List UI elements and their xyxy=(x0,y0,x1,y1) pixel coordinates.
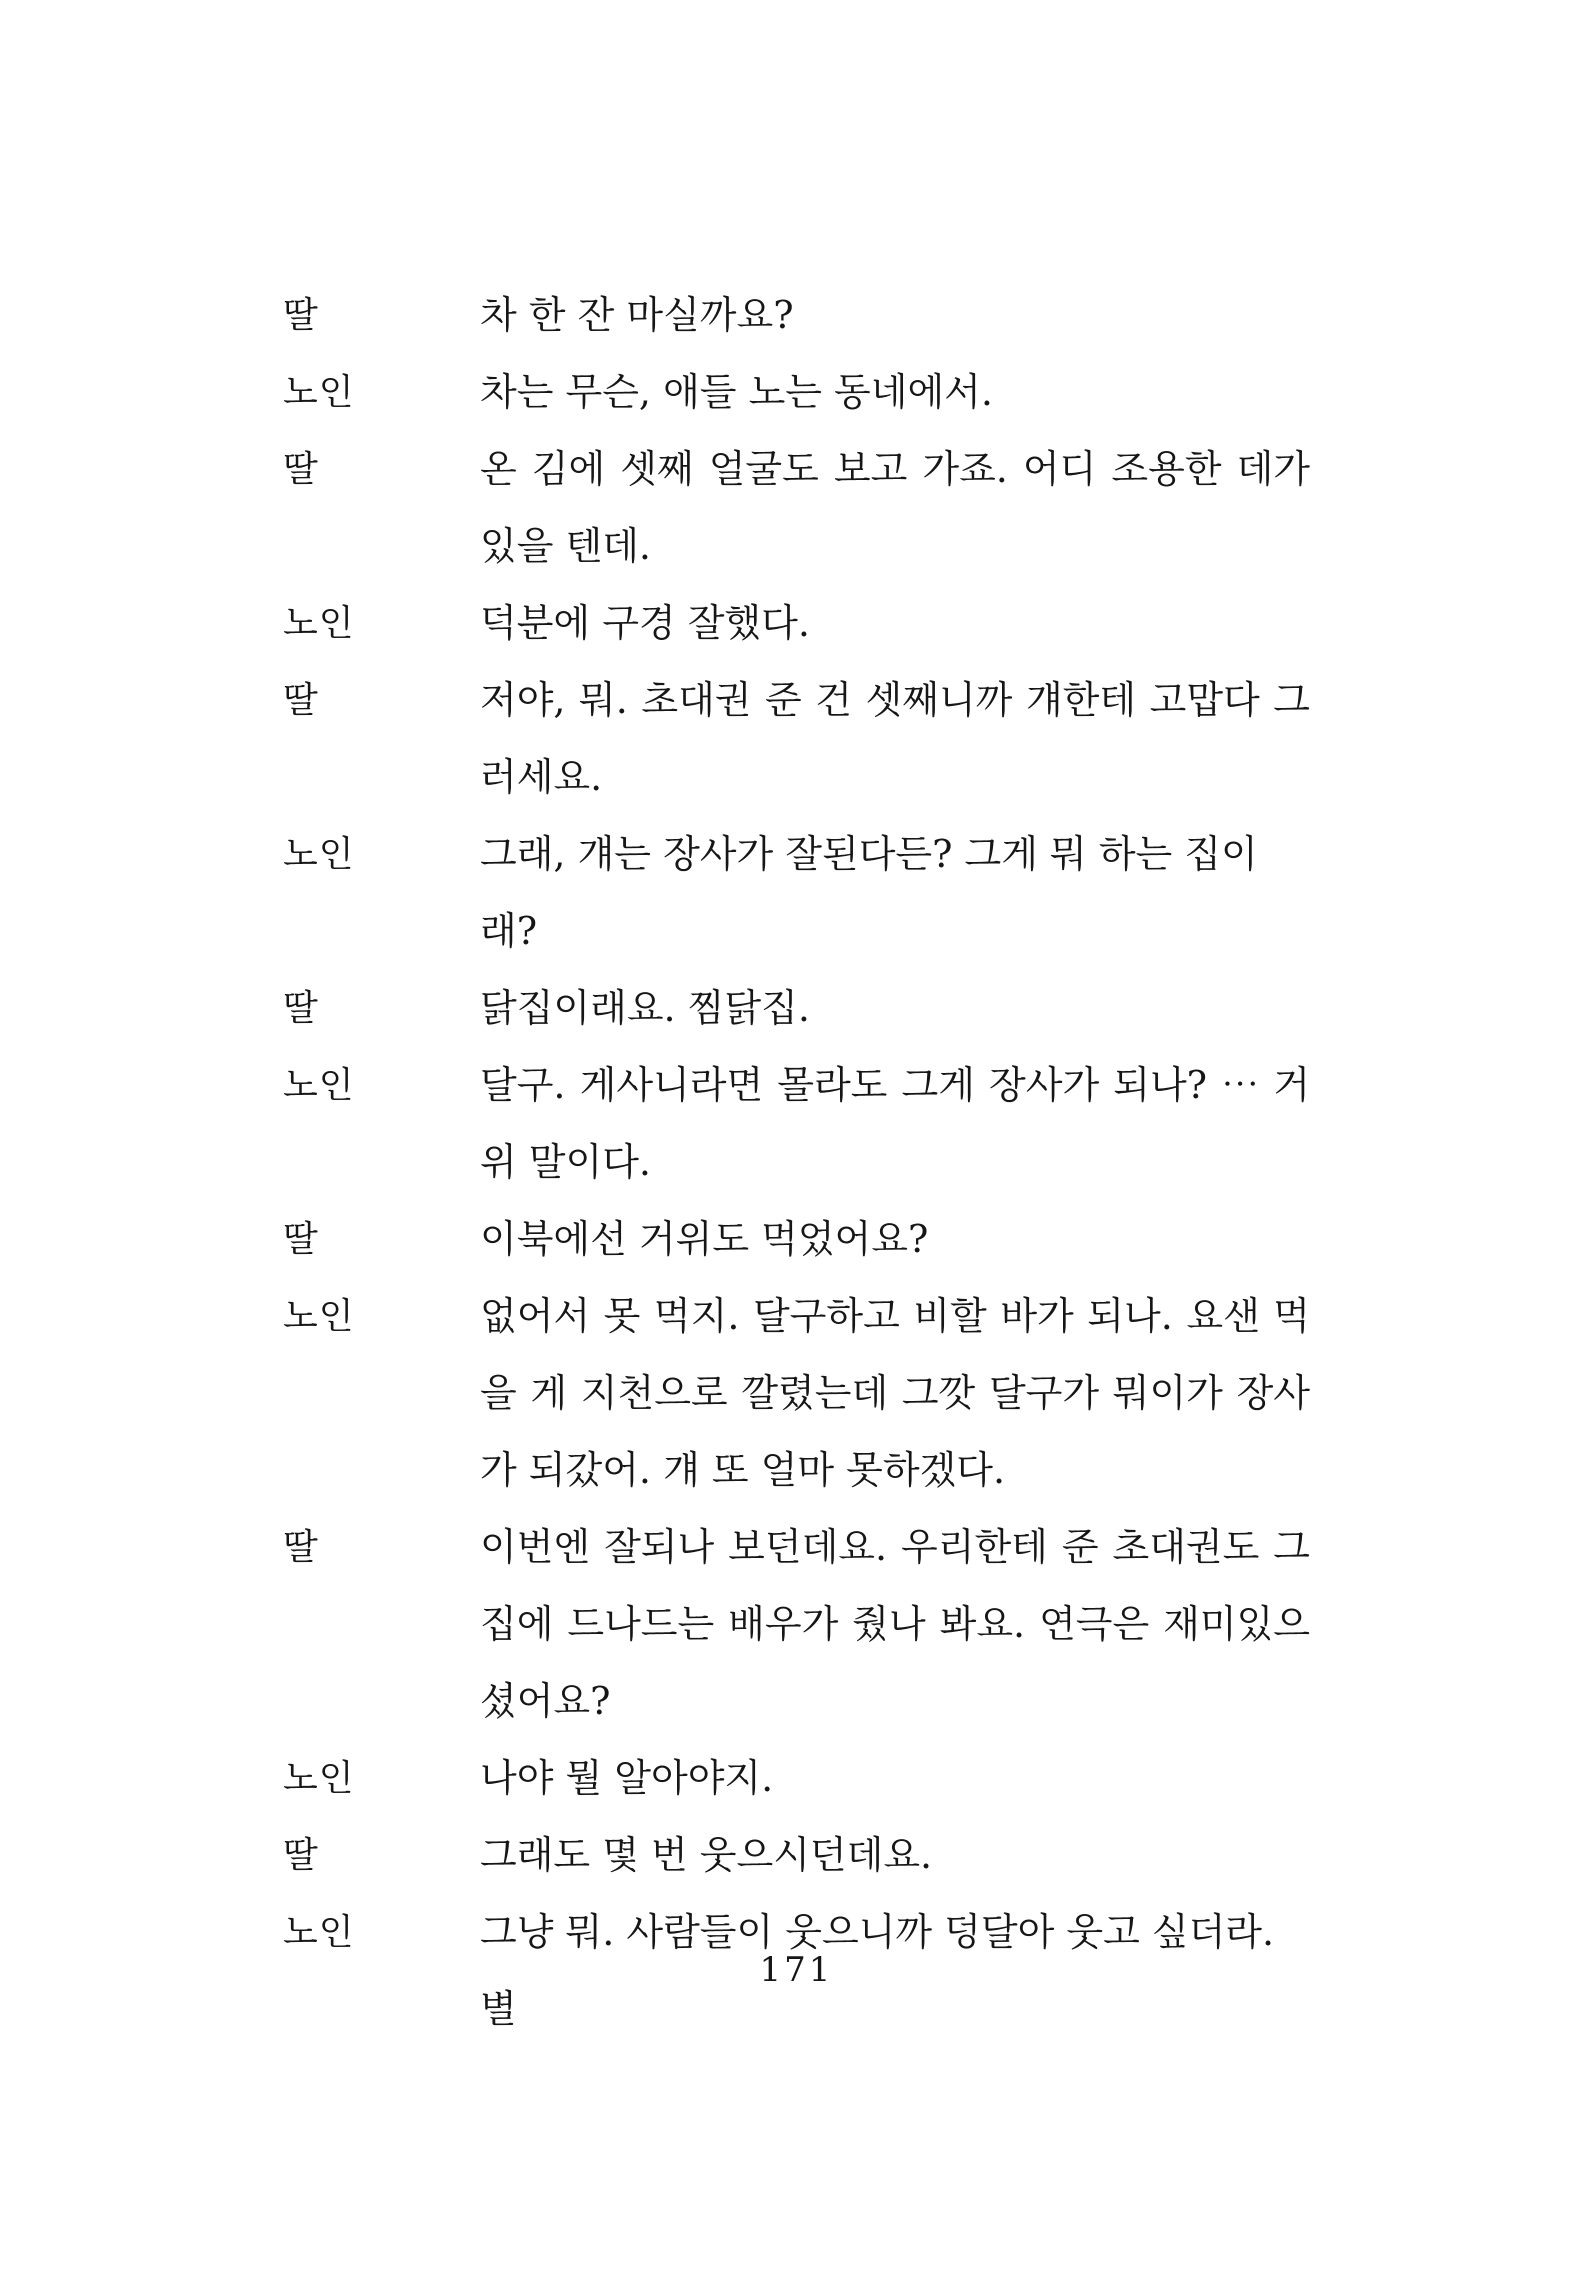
dialogue-line: 차는 무슨, 애들 노는 동네에서. xyxy=(480,370,993,414)
dialogue-text xyxy=(480,585,1310,662)
dialogue-text xyxy=(480,970,1310,1047)
dialogue-text xyxy=(480,662,1310,816)
dialogue-entry xyxy=(283,431,1310,585)
dialogue-text xyxy=(480,431,1310,585)
dialogue-line: 저야, 뭐. 초대권 준 건 셋째니까 걔한테 고맙다 그 xyxy=(480,678,1310,722)
speaker-label: 노인 xyxy=(283,1065,355,1106)
dialogue-line: 셨어요? xyxy=(480,1679,611,1723)
dialogue-text xyxy=(480,1740,1310,1817)
speaker-label: 노인 xyxy=(283,1296,355,1337)
dialogue-entry xyxy=(283,277,1310,354)
speaker-label: 딸 xyxy=(283,1219,319,1260)
dialogue-entry xyxy=(283,354,1310,431)
dialogue-text xyxy=(480,1817,1310,1894)
dialogue-text xyxy=(480,1278,1310,1509)
dialogue-line: 집에 드나드는 배우가 줬나 봐요. 연극은 재미있으 xyxy=(480,1602,1310,1646)
speaker-label: 노인 xyxy=(283,834,355,875)
speaker-label: 딸 xyxy=(283,1835,319,1876)
speaker-label: 노인 xyxy=(283,372,355,413)
dialogue-text xyxy=(480,816,1310,970)
dialogue-line: 없어서 못 먹지. 달구하고 비할 바가 되나. 요샌 먹 xyxy=(480,1294,1310,1338)
speaker-label: 노인 xyxy=(283,603,355,644)
dialogue-entry xyxy=(283,816,1310,970)
dialogue-line: 닭집이래요. 찜닭집. xyxy=(480,986,810,1030)
dialogue-line: 을 게 지천으로 깔렸는데 그깟 달구가 뭐이가 장사 xyxy=(480,1371,1310,1415)
dialogue-line: 나야 뭘 알아야지. xyxy=(480,1756,774,1800)
speaker-label: 딸 xyxy=(283,988,319,1029)
dialogue-entry xyxy=(283,585,1310,662)
dialogue-line: 덕분에 구경 잘했다. xyxy=(480,601,810,645)
speaker-label: 딸 xyxy=(283,295,319,336)
dialogue-entry xyxy=(283,1509,1310,1740)
dialogue-text xyxy=(480,277,1310,354)
dialogue-line: 있을 텐데. xyxy=(480,524,651,568)
dialogue-text xyxy=(480,1047,1310,1201)
dialogue-line: 가 되갔어. 걔 또 얼마 못하겠다. xyxy=(480,1448,1006,1492)
dialogue-text xyxy=(480,1201,1310,1278)
dialogue-entry xyxy=(283,662,1310,816)
dialogue-line: 러세요. xyxy=(480,755,603,799)
dialogue-entry xyxy=(283,1278,1310,1509)
page-number: 171 xyxy=(759,1950,834,1990)
dialogue-line: 그래, 걔는 장사가 잘된다든? 그게 뭐 하는 집이래? xyxy=(480,832,1258,953)
speaker-label: 딸 xyxy=(283,1527,319,1568)
dialogue-entry xyxy=(283,970,1310,1047)
speaker-label: 노인 xyxy=(283,1912,355,1953)
dialogue-line: 이북에선 거위도 먹었어요? xyxy=(480,1217,929,1261)
dialogue-entry xyxy=(283,1201,1310,1278)
dialogue-entry xyxy=(283,1817,1310,1894)
dialogue-line: 달구. 게사니라면 몰라도 그게 장사가 되나? ⋯ 거 xyxy=(480,1063,1310,1107)
dialogue-line: 이번엔 잘되나 보던데요. 우리한테 준 초대권도 그 xyxy=(480,1525,1310,1569)
dialogue-entry xyxy=(283,1047,1310,1201)
dialogue-line: 위 말이다. xyxy=(480,1140,651,1184)
speaker-label: 딸 xyxy=(283,449,319,490)
dialogue-text xyxy=(480,1509,1310,1740)
dialogue-line: 그래도 몇 번 웃으시던데요. xyxy=(480,1833,933,1877)
script-dialogue-block xyxy=(283,277,1310,2048)
speaker-label: 딸 xyxy=(283,680,319,721)
dialogue-text xyxy=(480,354,1310,431)
dialogue-line: 차 한 잔 마실까요? xyxy=(480,293,794,337)
dialogue-entry xyxy=(283,1740,1310,1817)
speaker-label: 노인 xyxy=(283,1758,355,1799)
dialogue-line: 그냥 뭐. 사람들이 웃으니까 덩달아 웃고 싶더라. 별 xyxy=(480,1910,1275,2031)
dialogue-line: 온 김에 셋째 얼굴도 보고 가죠. 어디 조용한 데가 xyxy=(480,447,1310,491)
